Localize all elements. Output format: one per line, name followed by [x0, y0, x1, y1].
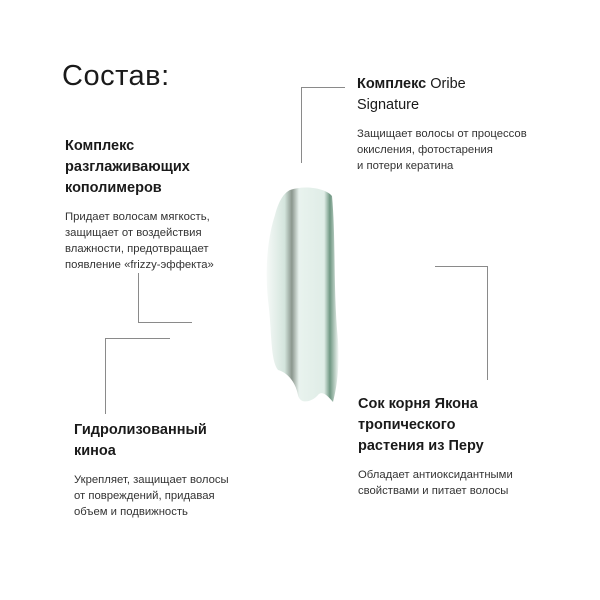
connector-line — [138, 322, 192, 323]
connector-line — [487, 266, 488, 380]
desc-line: окисления, фотостарения — [357, 144, 493, 156]
desc-line: Укрепляет, защищает волосы — [74, 474, 229, 486]
ingredient-heading — [74, 420, 229, 462]
heading-line2: Signature — [357, 97, 420, 113]
ingredient-heading — [358, 394, 513, 457]
ingredient-heading — [357, 74, 527, 116]
heading-line: тропического — [358, 417, 456, 433]
ingredient-description — [74, 472, 229, 520]
desc-line: и потери кератина — [357, 160, 454, 172]
connector-line — [435, 266, 487, 267]
connector-line — [105, 338, 170, 339]
heading-line: Комплекс — [65, 138, 135, 154]
heading-line: разглаживающих — [65, 159, 190, 175]
ingredient-yacon — [358, 394, 513, 499]
desc-line: свойствами и питает волосы — [358, 485, 509, 497]
connector-line — [105, 338, 106, 414]
ingredient-oribe — [357, 74, 527, 174]
heading-line: киноа — [74, 443, 116, 459]
ingredient-description — [358, 467, 513, 499]
heading-line: Сок корня Якона — [358, 396, 478, 412]
ingredient-description — [65, 209, 214, 273]
desc-line: Обладает антиоксидантными — [358, 469, 513, 481]
desc-line: влажности, предотвращает — [65, 243, 209, 255]
desc-line: защищает от воздействия — [65, 227, 202, 239]
page-title: Состав: — [62, 60, 170, 92]
desc-line: Придает волосам мягкость, — [65, 211, 210, 223]
heading-line: Гидролизованный — [74, 422, 207, 438]
desc-line: появление «frizzy-эффекта» — [65, 259, 214, 271]
ingredient-description — [357, 126, 527, 174]
heading-bold: Комплекс — [357, 76, 427, 92]
heading-line: растения из Перу — [358, 438, 484, 454]
connector-line — [138, 273, 139, 323]
heading-line: кополимеров — [65, 180, 162, 196]
desc-line: объем и подвижность — [74, 506, 188, 518]
ingredient-heading — [65, 136, 214, 199]
ingredient-copolymers — [65, 136, 214, 273]
ingredient-quinoa — [74, 420, 229, 520]
desc-line: от повреждений, придавая — [74, 490, 215, 502]
connector-line — [301, 87, 302, 163]
desc-line: Защищает волосы от процессов — [357, 128, 527, 140]
connector-line — [301, 87, 345, 88]
heading-light: Oribe — [430, 76, 466, 92]
